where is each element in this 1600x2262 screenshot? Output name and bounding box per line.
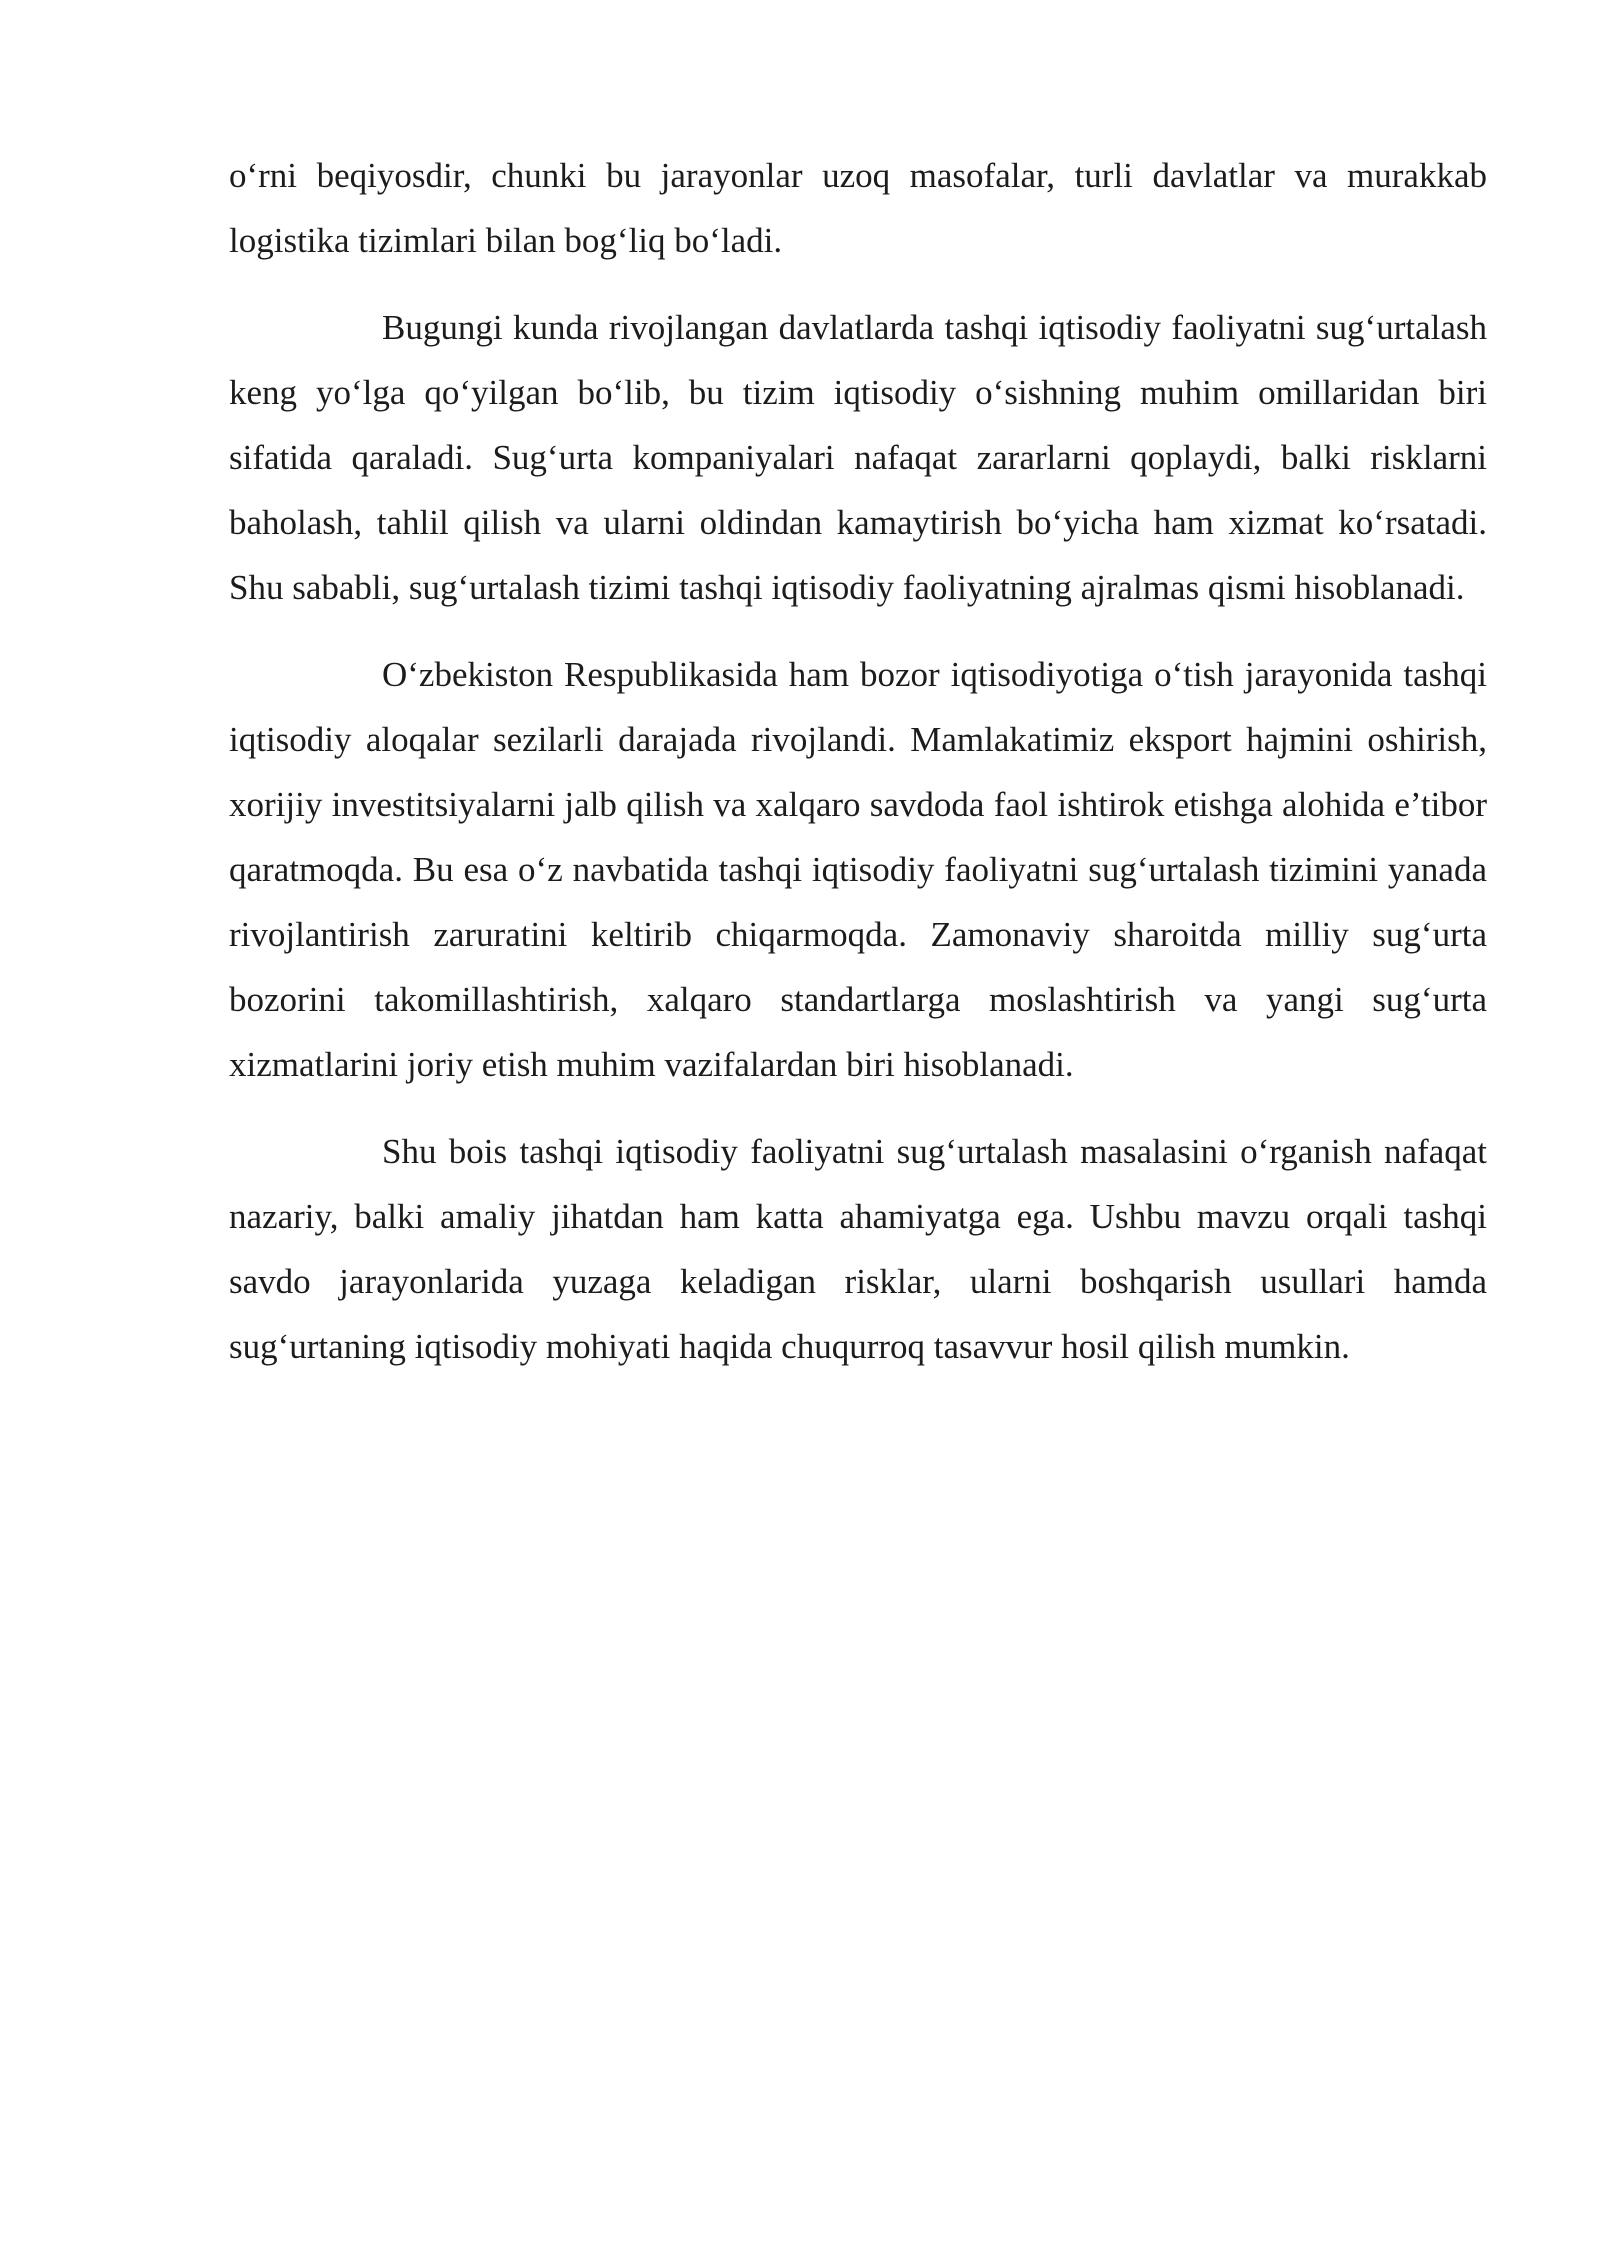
paragraph-uzbekistan: O‘zbekiston Respublikasida ham bozor iqtisodiyotiga o‘tish jarayonida tashqi iqtisodiy aloqalar sezilarli darajada rivojlandi. Mamlakatimiz eksport hajmini oshirish, xorijiy investitsiyalarni jalb qilish va xalqaro savdoda faol ishtirok etishga alohida e’tibor qaratmoqda. Bu esa o‘z navbatida tashqi iqtisodiy faoliyatni sug‘urtalash tizimini yanada rivojlantirish zaruratini keltirib chiqarmoqda. Zamonaviy sharoitda milliy sug‘urta bozorini takomillashtirish, xalqaro standartlarga moslashtirish va yangi sug‘urta xizmatlarini joriy etish muhim vazifalardan biri hisoblanadi. <box>229 655 1487 1084</box>
document-body <box>229 143 1487 1401</box>
paragraph-developed-countries: Bugungi kunda rivojlangan davlatlarda tashqi iqtisodiy faoliyatni sug‘urtalash keng yo‘lga qo‘yilgan bo‘lib, bu tizim iqtisodiy o‘sishning muhim omillaridan biri sifatida qaraladi. Sug‘urta kompaniyalari nafaqat zararlarni qoplaydi, balki risklarni baholash, tahlil qilish va ularni oldindan kamaytirish bo‘yicha ham xizmat ko‘rsatadi. Shu sababli, sug‘urtalash tizimi tashqi iqtisodiy faoliyatning ajralmas qismi hisoblanadi. <box>229 308 1487 607</box>
paragraph-conclusion: Shu bois tashqi iqtisodiy faoliyatni sug‘urtalash masalasini o‘rganish nafaqat nazariy, balki amaliy jihatdan ham katta ahamiyatga ega. Ushbu mavzu orqali tashqi savdo jarayonlarida yuzaga keladigan risklar, ularni boshqarish usullari hamda sug‘urtaning iqtisodiy mohiyati haqida chuqurroq tasavvur hosil qilish mumkin. <box>229 1132 1487 1366</box>
paragraph-continuation: o‘rni beqiyosdir, chunki bu jarayonlar uzoq masofalar, turli davlatlar va murakkab logistika tizimlari bilan bog‘liq bo‘ladi. <box>229 156 1487 260</box>
